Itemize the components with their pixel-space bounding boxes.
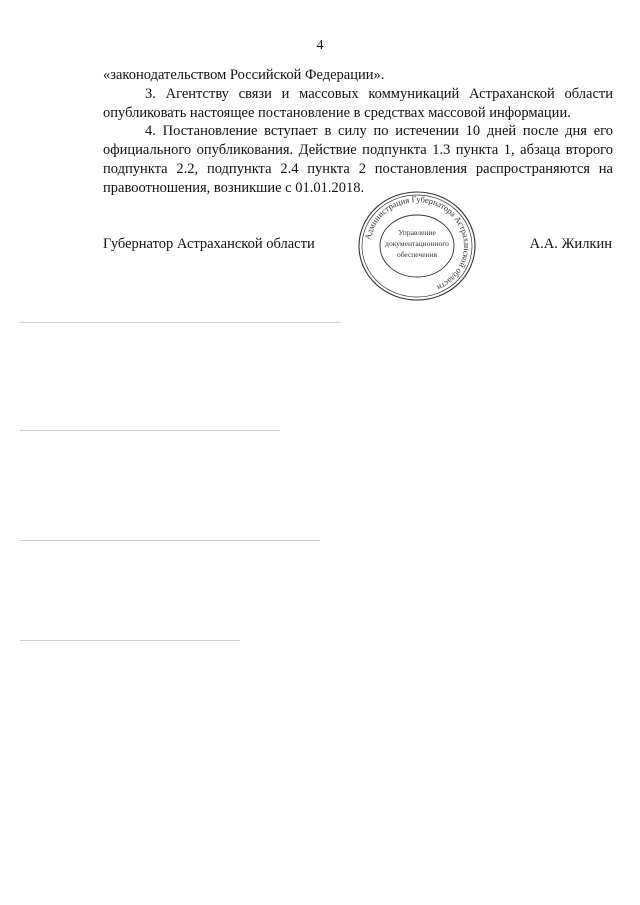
scan-noise	[20, 640, 240, 641]
paragraph-3: 4. Постановление вступает в силу по истечении 10 дней после дня его официального опубликования. Действие подпункта 1.3 пункта 1, абзаца второго подпункта 2.2, подпункта 2.4 пункта 2 постановления распространяются на правоотношения, возникшие с 01.01.2018.	[103, 123, 613, 196]
signature-title: Губернатор Астраханской области	[103, 236, 315, 252]
paragraph-1: «законодательством Российской Федерации».	[103, 67, 385, 83]
paragraph-2: 3. Агентству связи и массовых коммуникаций Астраханской области опубликовать настоящее постановление в средствах массовой информации.	[103, 86, 613, 121]
scan-noise	[20, 540, 320, 541]
scan-noise	[20, 322, 340, 323]
page-number: 4	[316, 38, 324, 53]
stamp-line-2: документационного	[385, 239, 449, 248]
stamp-ring-text: Администрация Губернатора Астраханской области	[362, 193, 473, 294]
official-stamp	[356, 190, 478, 302]
scan-noise	[20, 430, 280, 431]
stamp-line-3: обеспечения	[396, 250, 438, 259]
stamp-line-1: Управление	[398, 228, 436, 237]
signature-name: А.А. Жилкин	[529, 236, 612, 252]
